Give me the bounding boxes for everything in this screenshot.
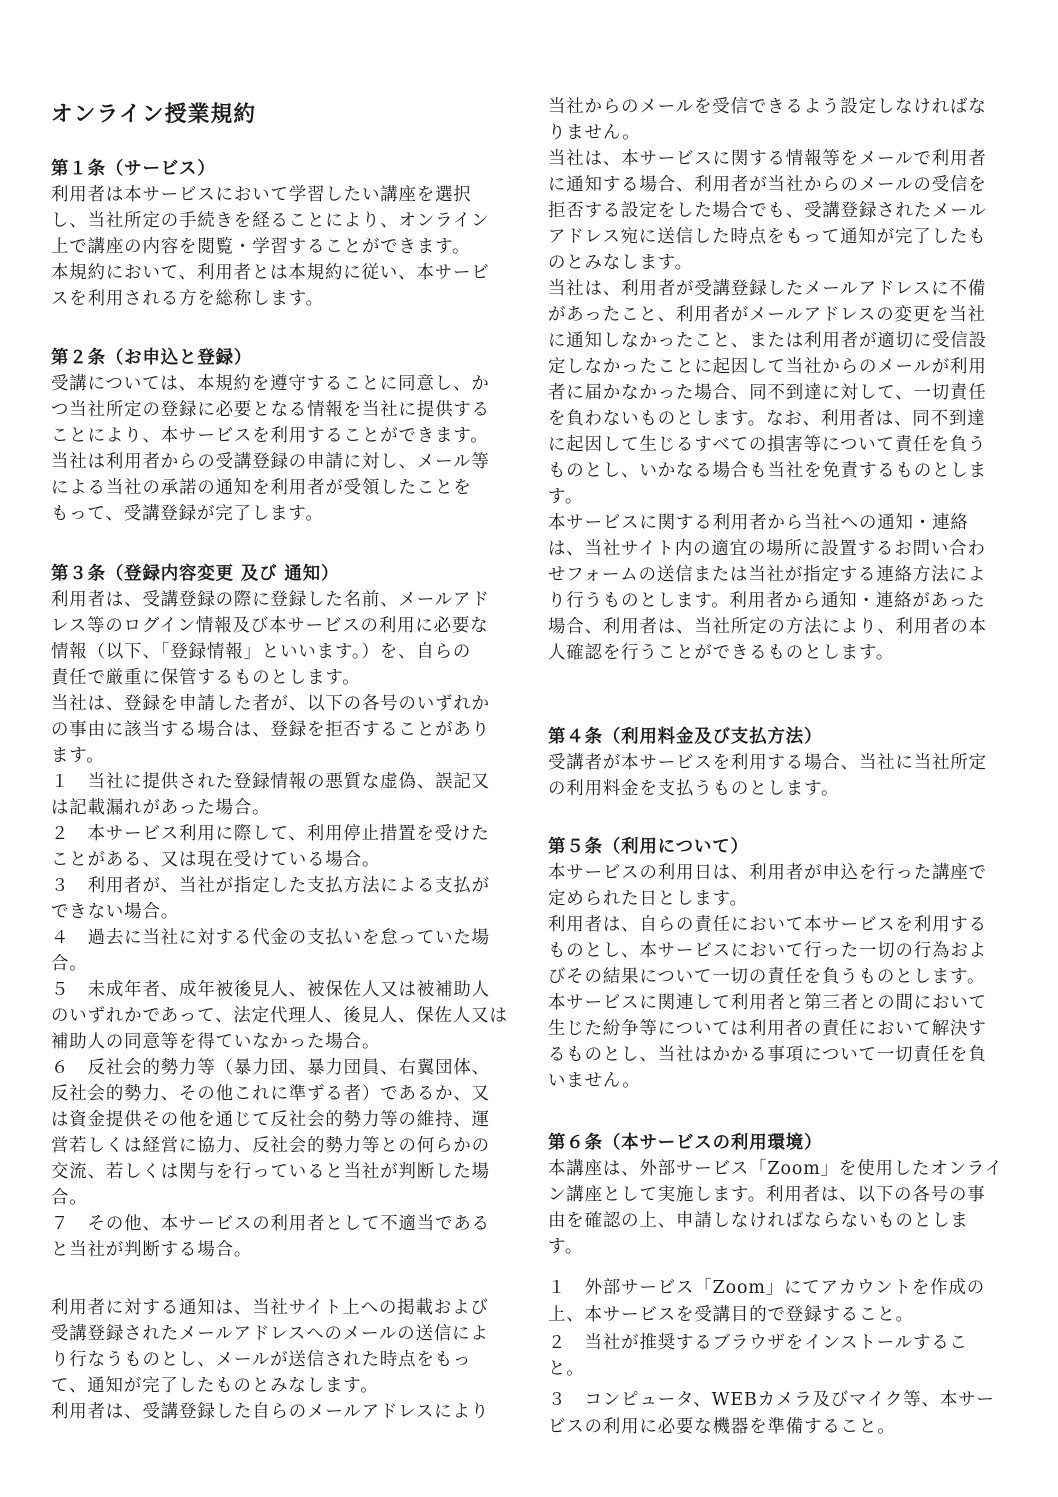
list-item: １ 当社に提供された登録情報の悪質な虚偽、誤記又 (51, 772, 490, 792)
article-5-text: 本サービスに関連して利用者と第三者との間において (548, 993, 987, 1013)
notice-text: に通知する場合、利用者が当社からのメールの受信を (548, 175, 987, 195)
article-1-text: 上で講座の内容を閲覧・学習することができます。 (51, 237, 471, 257)
list-item: と当社が判断する場合。 (51, 1240, 253, 1260)
article-6-text: 由を確認の上、申請しなければならないものとしま (548, 1211, 969, 1231)
notice-text: 者に届かなかった場合、同不到達に対して、一切責任 (548, 383, 987, 403)
list-item: ２ 当社が推奨するブラウザをインストールするこ (548, 1333, 968, 1353)
notice-text: のとみなします。 (548, 253, 693, 273)
article-3-text: 当社は、登録を申請した者が、以下の各号のいずれか (51, 694, 490, 714)
list-item: ４ 過去に当社に対する代金の支払いを怠っていた場 (51, 928, 490, 948)
list-item: １ 外部サービス「Zoom」にてアカウントを作成の (548, 1278, 986, 1298)
article-6-text: 本講座は、外部サービス「Zoom」を使用したオンライ (548, 1159, 1003, 1179)
notice-text: 当社は、本サービスに関する情報等をメールで利用者 (548, 149, 987, 169)
notice-text: 当社は、利用者が受講登録したメールアドレスに不備 (548, 279, 987, 299)
article-3-text: 責任で厳重に保管するものとします。 (51, 668, 361, 688)
notice-text: 拒否する設定をした場合でも、受講登録されたメール (548, 201, 987, 221)
article-6-text: す。 (548, 1237, 584, 1257)
list-item: ７ その他、本サービスの利用者として不適当である (51, 1214, 490, 1234)
notice-text: があったこと、利用者がメールアドレスの変更を当社 (548, 305, 986, 325)
article-1-text: スを利用される方を総称します。 (51, 289, 324, 309)
article-1-text: し、当社所定の手続きを経ることにより、オンライン (51, 211, 490, 231)
list-item: 合。 (51, 954, 88, 974)
list-item: ２ 本サービス利用に際して、利用停止措置を受けた (51, 824, 490, 844)
notice-text: 人確認を行うことができるものとします。 (548, 643, 895, 663)
article-5-text: 利用者は、自らの責任において本サービスを利用する (548, 915, 987, 935)
article-3-text: の事由に該当する場合は、登録を拒否することがあり (51, 720, 490, 740)
article-1-text: 本規約において、利用者とは本規約に従い、本サービ (51, 263, 490, 283)
article-2-heading: 第２条（お申込と登録） (51, 348, 253, 368)
list-item: は記載漏れがあった場合。 (51, 798, 271, 818)
notice-text: に通知しなかったこと、または利用者が適切に受信設 (548, 331, 987, 351)
notice-text: 本サービスに関する利用者から当社への通知・連絡 (548, 513, 969, 533)
notice-text: り行うものとします。利用者から通知・連絡があった (548, 591, 986, 611)
article-5-heading: 第５条（利用について） (548, 837, 749, 857)
article-2-text: 当社は利用者からの受講登録の申請に対し、メール等 (51, 452, 490, 472)
list-item: ６ 反社会的勢力等（暴力団、暴力団員、右翼団体、 (51, 1058, 490, 1078)
notice-text: は、当社サイト内の適宜の場所に設置するお問い合わ (548, 539, 986, 559)
notice-text: 当社からのメールを受信できるよう設定しなければな (548, 97, 987, 117)
article-2-text: ことにより、本サービスを利用することができます。 (51, 426, 489, 446)
article-2-text: もって、受講登録が完了します。 (51, 504, 324, 524)
list-item: 交流、若しくは関与を行っていると当社が判断した場 (51, 1162, 490, 1182)
article-3-text: ます。 (51, 746, 105, 766)
article-3-text: 利用者は、受講登録の際に登録した名前、メールアド (51, 590, 490, 610)
article-2-text: 受講については、本規約を遵守することに同意し、か (51, 374, 490, 394)
list-item: と。 (548, 1359, 585, 1379)
article-6-heading: 第６条（本サービスの利用環境） (548, 1133, 823, 1153)
list-item: ビスの利用に必要な機器を準備すること。 (548, 1417, 896, 1437)
article-3-heading: 第３条（登録内容変更 及び 通知） (51, 564, 340, 584)
notice-text: す。 (548, 487, 584, 507)
article-5-text: 本サービスの利用日は、利用者が申込を行った講座で (548, 863, 987, 883)
notice-text: に起因して生じるすべての損害等について責任を負う (548, 435, 987, 455)
article-1-heading: 第１条（サービス） (51, 159, 216, 179)
article-3-text: 情報（以下、「登録情報」といいます。）を、自らの (51, 642, 472, 662)
article-2-text: による当社の承諾の通知を利用者が受領したことを (51, 478, 472, 498)
article-5-text: ものとし、本サービスにおいて行った一切の行為およ (548, 941, 987, 961)
list-item: ５ 未成年者、成年被後見人、被保佐人又は被補助人 (51, 980, 490, 1000)
notice-text: 場合、利用者は、当社所定の方法により、利用者の本 (548, 617, 987, 637)
notice-text: 定しなかったことに起因して当社からのメールが利用 (548, 357, 987, 377)
list-item: 補助人の同意等を得ていなかった場合。 (51, 1032, 381, 1052)
document-title: オンライン授業規約 (51, 102, 257, 127)
article-4-text: の利用料金を支払うものとします。 (548, 779, 840, 799)
notice-text: りません。 (548, 123, 641, 143)
article-6-text: ン講座として実施します。利用者は、以下の各号の事 (548, 1185, 986, 1205)
article-4-text: 受講者が本サービスを利用する場合、当社に当社所定 (548, 753, 987, 773)
article-3-text: レス等のログイン情報及び本サービスの利用に必要な (51, 616, 489, 636)
list-item: 営若しくは経営に協力、反社会的勢力等との何らかの (51, 1136, 490, 1156)
list-item: できない場合。 (51, 902, 180, 922)
article-4-heading: 第４条（利用料金及び支払方法） (548, 727, 823, 747)
notice-text: り行なうものとし、メールが送信された時点をもっ (51, 1350, 472, 1370)
list-item: のいずれかであって、法定代理人、後見人、保佐人又は (51, 1006, 508, 1026)
list-item: 上、本サービスを受講目的で登録すること。 (548, 1305, 914, 1325)
article-5-text: るものとし、当社はかかる事項について一切責任を負 (548, 1045, 987, 1065)
list-item: ことがある、又は現在受けている場合。 (51, 850, 381, 870)
article-5-text: びその結果について一切の責任を負うものとします。 (548, 967, 986, 987)
notice-text: 受講登録されたメールアドレスへのメールの送信によ (51, 1324, 489, 1344)
notice-text: を負わないものとします。なお、利用者は、同不到達 (548, 409, 986, 429)
article-5-text: いません。 (548, 1071, 641, 1091)
notice-text: せフォームの送信または当社が指定する連絡方法によ (548, 565, 987, 585)
notice-text: アドレス宛に送信した時点をもって通知が完了したも (548, 227, 987, 247)
notice-text: ものとし、いかなる場合も当社を免責するものとしま (548, 461, 987, 481)
notice-text: て、通知が完了したものとみなします。 (51, 1376, 379, 1396)
notice-text: 利用者は、受講登録した自らのメールアドレスにより (51, 1402, 490, 1422)
list-item: 反社会的勢力、その他これに準ずる者）であるか、又 (51, 1084, 490, 1104)
notice-text: 利用者に対する通知は、当社サイト上への掲載および (51, 1298, 489, 1318)
article-5-text: 定められた日とします。 (548, 889, 748, 909)
list-item: は資金提供その他を通じて反社会的勢力等の維持、運 (51, 1110, 490, 1130)
article-5-text: 生じた紛争等については利用者の責任において解決す (548, 1019, 987, 1039)
list-item: ３ コンピュータ、WEBカメラ及びマイク等、本サー (548, 1390, 995, 1410)
list-item: 合。 (51, 1188, 88, 1208)
list-item: ３ 利用者が、当社が指定した支払方法による支払が (51, 876, 490, 896)
article-1-text: 利用者は本サービスにおいて学習したい講座を選択 (51, 185, 472, 205)
article-2-text: つ当社所定の登録に必要となる情報を当社に提供する (51, 400, 490, 420)
